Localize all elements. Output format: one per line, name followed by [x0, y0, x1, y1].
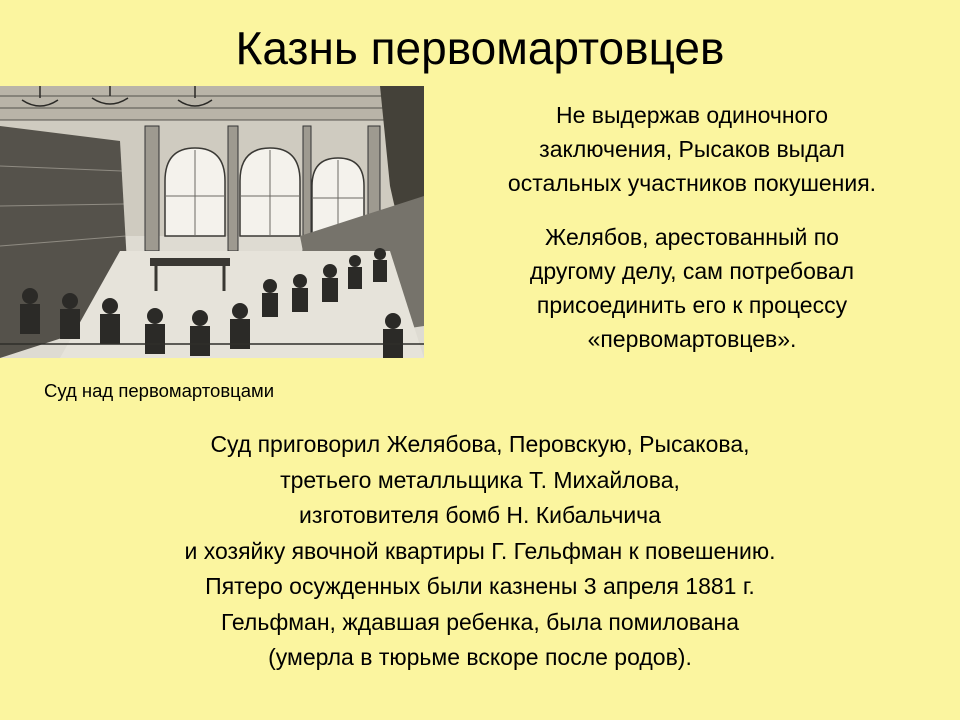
slide-title: Казнь первомартовцев: [235, 22, 725, 74]
text-line: Пятеро осужденных были казнены 3 апреля 1881 г.: [205, 573, 755, 599]
text-line: Суд приговорил Желябова, Перовскую, Рысакова,: [210, 431, 750, 457]
text-line: заключения, Рысаков выдал: [539, 136, 845, 162]
text-line: Гельфман, ждавшая ребенка, была помилована: [220, 608, 740, 635]
text-line: Желябов, арестованный по: [545, 224, 839, 250]
paragraph-verdict: [0, 427, 960, 676]
text-line: «первомартовцев».: [587, 326, 797, 352]
paragraph-betrayal: [430, 98, 954, 200]
text-line: изготовителя бомб Н. Кибальчича: [299, 502, 661, 528]
text-line: Не выдержав одиночного: [555, 102, 829, 128]
text-line: остальных участников покушения.: [507, 170, 877, 196]
paragraph-zhelyabov: [430, 220, 954, 356]
image-caption: Суд над первомартовцами: [44, 380, 275, 401]
text-line: третьего металльщика Т. Михайлова,: [280, 466, 680, 493]
courtroom-engraving: [0, 86, 424, 358]
text-line: (умерла в тюрьме вскоре после родов).: [268, 644, 692, 670]
text-line: присоединить его к процессу: [536, 292, 848, 318]
text-line: другому делу, сам потребовал: [529, 258, 855, 284]
text-line: и хозяйку явочной квартиры Г. Гельфман к повешению.: [184, 537, 776, 564]
